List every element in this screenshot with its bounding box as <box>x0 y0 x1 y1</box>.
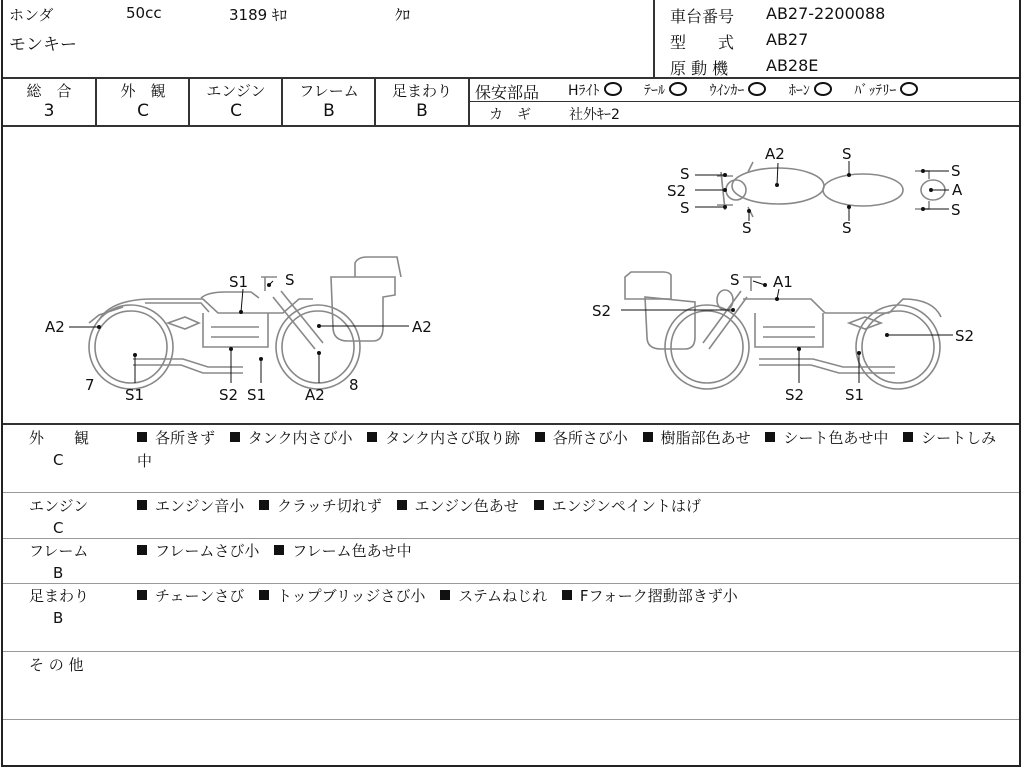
note-item <box>643 429 751 447</box>
safety-item-label: Hﾗｲﾄ <box>568 83 600 99</box>
marker-label: A2 <box>305 386 325 404</box>
grade-suspension-value: B <box>416 101 428 121</box>
note-text: エンジン音小 <box>155 497 245 515</box>
grade-overall-value: 3 <box>43 101 55 121</box>
note-item <box>765 429 888 447</box>
key-label: カ ギ <box>489 107 531 123</box>
bullet-square-icon <box>397 500 407 510</box>
marker-label: A2 <box>45 318 65 336</box>
engine-model: AB28E <box>766 56 819 75</box>
bullet-square-icon <box>367 432 377 442</box>
grade-suspension-label: 足まわり <box>391 82 452 100</box>
diagram-bottom-line <box>3 423 1019 425</box>
marker-label: S <box>842 145 852 163</box>
ok-circle-icon <box>604 82 622 96</box>
safety-item-label: ﾎｰﾝ <box>788 83 810 99</box>
bullet-square-icon <box>765 432 775 442</box>
displacement: 50cc <box>126 4 162 22</box>
safety-items <box>568 80 918 100</box>
section-title: フレーム <box>29 542 89 560</box>
maker: ホンダ <box>9 6 54 24</box>
frame-no: AB27-2200088 <box>766 4 886 23</box>
section-notes <box>137 495 1017 518</box>
note-text: 各所きず <box>155 429 216 447</box>
safety-item-taillight <box>644 83 687 99</box>
note-text: チェーンさび <box>155 587 245 605</box>
marker-label: S <box>285 271 295 289</box>
note-text: タンク内さび小 <box>247 429 353 447</box>
marker-label: S <box>680 165 690 183</box>
section-notes <box>137 427 1017 473</box>
bullet-square-icon <box>137 545 147 555</box>
note-item <box>397 497 519 515</box>
note-item <box>230 429 353 447</box>
marker-label: S <box>742 219 752 237</box>
mileage: 3189 ｷﾛ <box>229 6 287 24</box>
bullet-square-icon <box>137 590 147 600</box>
top-view-bike-icon <box>717 162 945 217</box>
note-item <box>367 429 520 447</box>
header-divider <box>653 0 655 77</box>
safety-title: 保安部品 <box>475 83 540 102</box>
note-item <box>137 497 244 515</box>
grade-divider <box>281 77 283 125</box>
ok-circle-icon <box>669 82 687 96</box>
safety-item-battery <box>854 83 918 99</box>
note-text: エンジンペイントはげ <box>551 497 701 515</box>
grade-exterior-label: 外 観 <box>120 82 166 100</box>
inspection-sheet <box>1 0 1021 767</box>
note-text: トップブリッジさび小 <box>277 587 426 605</box>
bullet-square-icon <box>259 590 269 600</box>
section-grade: C <box>53 451 64 469</box>
bullet-square-icon <box>643 432 653 442</box>
bullet-square-icon <box>534 500 544 510</box>
note-item <box>137 587 244 605</box>
bullet-square-icon <box>440 590 450 600</box>
type-label: 型 式 <box>670 33 735 52</box>
note-text: タンク内さび取り跡 <box>385 429 520 447</box>
safety-item-label: ﾊﾞｯﾃﾘｰ <box>854 83 897 99</box>
note-text: 樹脂部色あせ <box>660 429 751 447</box>
ok-circle-icon <box>748 82 766 96</box>
safety-item-headlight <box>568 83 622 99</box>
grade-engine-label: エンジン <box>206 82 266 100</box>
marker-leaders <box>69 161 953 383</box>
safety-item-horn <box>789 83 832 99</box>
header-bottom-line <box>3 77 1019 79</box>
damage-diagram <box>3 127 1019 423</box>
bullet-square-icon <box>535 432 545 442</box>
note-item <box>534 497 701 515</box>
bullet-square-icon <box>903 432 913 442</box>
frame-no-label: 車台番号 <box>670 7 735 26</box>
grade-exterior-value: C <box>137 101 149 121</box>
marker-label: S <box>842 219 852 237</box>
section-notes <box>137 585 1017 608</box>
bullet-square-icon <box>562 590 572 600</box>
section-divider <box>3 538 1019 539</box>
marker-label: S1 <box>247 386 267 404</box>
section-title: エンジン <box>29 497 89 515</box>
bullet-square-icon <box>137 500 147 510</box>
safety-item-label: ﾃｰﾙ <box>643 83 665 99</box>
note-text: クラッチ切れず <box>277 497 382 515</box>
grade-divider <box>95 77 97 125</box>
note-text: シートしみ中 <box>137 429 997 470</box>
note-item <box>535 429 628 447</box>
marker-label: S <box>680 199 690 217</box>
marker-label: A <box>952 181 963 199</box>
section-title: 外 観 <box>29 429 90 447</box>
bullet-square-icon <box>230 432 240 442</box>
marker-label: S2 <box>219 386 239 404</box>
note-item <box>137 542 259 560</box>
grade-frame-label: フレーム <box>299 82 359 100</box>
safety-item-label: ｳｲﾝｶｰ <box>709 83 745 99</box>
section-notes <box>137 540 1017 563</box>
key-value: 社外ｷｰ2 <box>569 107 620 123</box>
marker-label: A2 <box>412 318 432 336</box>
section-grade: C <box>53 519 64 537</box>
note-text: シート色あせ中 <box>783 429 889 447</box>
marker-label: S <box>730 271 740 289</box>
note-item <box>562 587 738 605</box>
grade-overall-label: 総 合 <box>26 82 72 100</box>
color: ｸﾛ <box>395 6 411 24</box>
note-text: Fフォーク摺動部きず小 <box>579 587 738 605</box>
marker-label: S1 <box>229 273 249 291</box>
marker-label: 7 <box>85 376 95 394</box>
bullet-square-icon <box>137 432 147 442</box>
damage-markers <box>97 169 933 361</box>
marker-label: A2 <box>765 145 785 163</box>
model-name: モンキー <box>9 35 77 55</box>
marker-label: S2 <box>955 327 975 345</box>
section-title: 足まわり <box>29 587 90 605</box>
note-item <box>259 587 425 605</box>
marker-label: S <box>951 162 961 180</box>
note-text: フレームさび小 <box>155 542 260 560</box>
note-text: 各所さび小 <box>552 429 628 447</box>
marker-label: S2 <box>785 386 805 404</box>
bullet-square-icon <box>274 545 284 555</box>
marker-label: S2 <box>667 182 687 200</box>
note-text: ステムねじれ <box>458 587 548 605</box>
note-text: フレーム色あせ中 <box>292 542 412 560</box>
section-grade: B <box>53 564 64 582</box>
marker-label: S2 <box>592 302 612 320</box>
note-item <box>259 497 382 515</box>
safety-divider <box>468 101 1019 102</box>
engine-model-label: 原 動 機 <box>670 59 729 78</box>
marker-label: 8 <box>349 376 359 394</box>
ok-circle-icon <box>900 82 918 96</box>
ok-circle-icon <box>814 82 832 96</box>
note-item <box>440 587 547 605</box>
grade-divider <box>374 77 376 125</box>
marker-label: S <box>951 201 961 219</box>
grade-divider <box>188 77 190 125</box>
marker-label: A1 <box>773 273 793 291</box>
section-divider <box>3 651 1019 652</box>
note-item <box>137 429 215 447</box>
type-value: AB27 <box>766 30 809 49</box>
marker-label: S1 <box>845 386 865 404</box>
section-grade: B <box>53 609 64 627</box>
section-divider <box>3 719 1019 720</box>
grade-engine-value: C <box>230 101 242 121</box>
section-title: そ の 他 <box>29 656 84 674</box>
safety-item-winker <box>709 83 766 99</box>
marker-label: S1 <box>125 386 145 404</box>
note-text: エンジン色あせ <box>414 497 519 515</box>
section-divider <box>3 492 1019 493</box>
grade-frame-value: B <box>323 101 335 121</box>
section-divider <box>3 583 1019 584</box>
bullet-square-icon <box>259 500 269 510</box>
note-item <box>274 542 411 560</box>
